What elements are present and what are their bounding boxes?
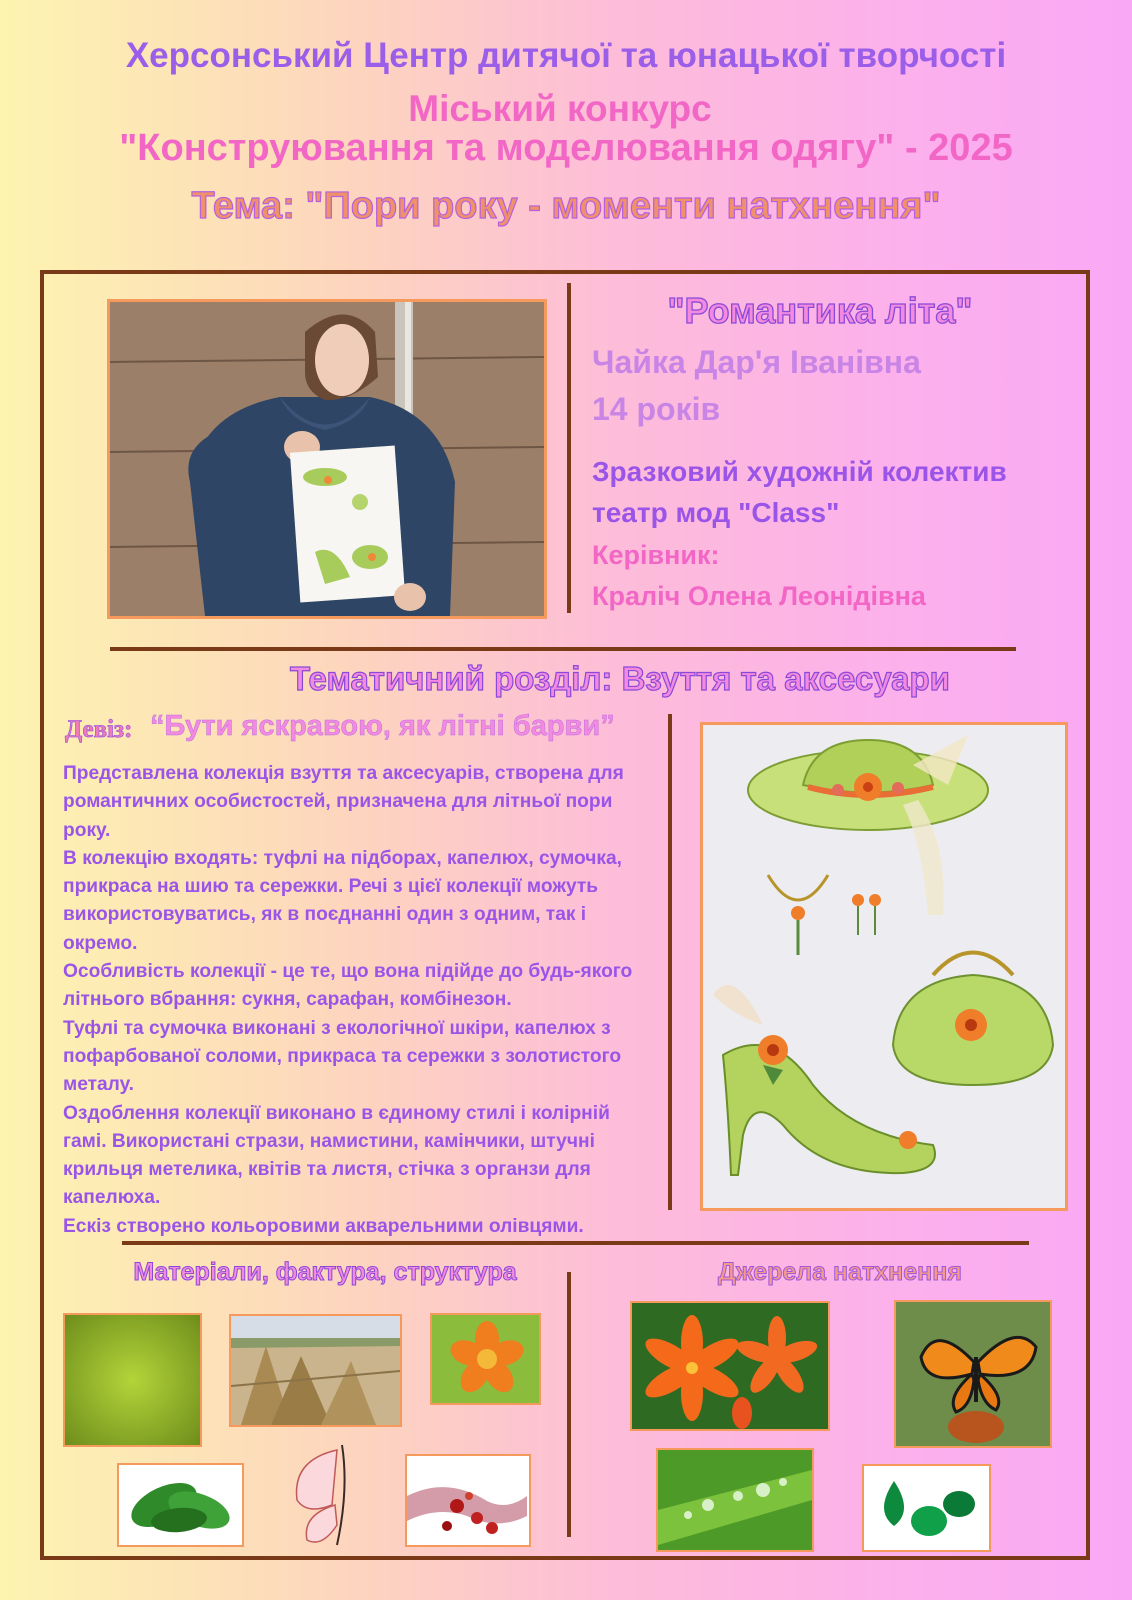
leader-label: Керівник: — [592, 540, 720, 570]
bottom-divider-vertical — [567, 1272, 571, 1537]
collective-subname: театр мод "Class" — [592, 497, 840, 528]
orange-flower-brooch-image — [430, 1313, 541, 1405]
beads-and-organza-image — [405, 1454, 531, 1547]
author-name: Чайка Дар'я Іванівна — [592, 344, 921, 380]
collective-name: Зразковий художній колектив — [592, 456, 1007, 487]
motto-label: Девіз: — [65, 716, 133, 743]
collection-sketch-image — [700, 722, 1068, 1211]
water-drops-on-leaf-image — [656, 1448, 814, 1552]
organization-title: Херсонський Центр дитячої та юнацької творчості — [125, 36, 1007, 75]
green-leather-texture-image — [63, 1313, 202, 1447]
contest-title: Міський конкурс — [408, 88, 712, 129]
author-photo — [107, 299, 547, 619]
orange-lily-image — [630, 1301, 830, 1431]
green-gemstones-image — [862, 1464, 991, 1552]
materials-title: Матеріали, фактура, структура — [133, 1258, 517, 1286]
work-title: "Романтика літа" — [667, 290, 973, 331]
top-divider-vertical — [567, 283, 571, 613]
section-divider — [110, 647, 1016, 651]
middle-divider-vertical — [668, 714, 672, 1210]
author-age: 14 років — [592, 391, 721, 427]
theme-title: Тема: "Пори року - моменти натхнення" — [191, 185, 941, 227]
materials-divider — [122, 1241, 1029, 1245]
green-leaves-image — [117, 1463, 244, 1547]
collection-description: Представлена колекція взуття та аксесуарів, створена для романтичних особистостей, призначена для літньої пори року. В колекцію входять: туфлі на підборах, капелюх, сумочка, прикраса на шию та сережки. Речі з цієї колекції можуть використовуватись, як в поєднанні один з одним, так і окремо. Особливість колекції - це те, що вона підійде до будь-якого літнього вбрання: сукня, сарафан, комбінезон. Туфлі та сумочка виконані з екологічної шкіри, капелюх з пофарбованої соломи, прикраса та сережки з золотистого металу. Оздоблення колекції виконано в єдиному стилі і колірній гамі. Використані стрази, намистини, камінчики, штучні крильця метелика, квітів та листя, стічка з органзи для капелюха. Ескіз створено кольоровими акварельними олівцями. — [63, 763, 633, 1237]
motto-text: “Бути яскравою, як літні барви” — [150, 710, 615, 742]
contest-name: "Конструювання та моделювання одягу" - 2025 — [119, 127, 1013, 169]
leader-name: Краліч Олена Леонідівна — [592, 581, 926, 611]
butterfly-wing-image — [287, 1440, 365, 1550]
monarch-butterfly-image — [894, 1300, 1052, 1448]
section-title: Тематичний розділ: Взуття та аксесуари — [290, 660, 950, 697]
straw-field-image — [229, 1314, 402, 1427]
inspiration-title: Джерела натхнення — [718, 1258, 962, 1286]
